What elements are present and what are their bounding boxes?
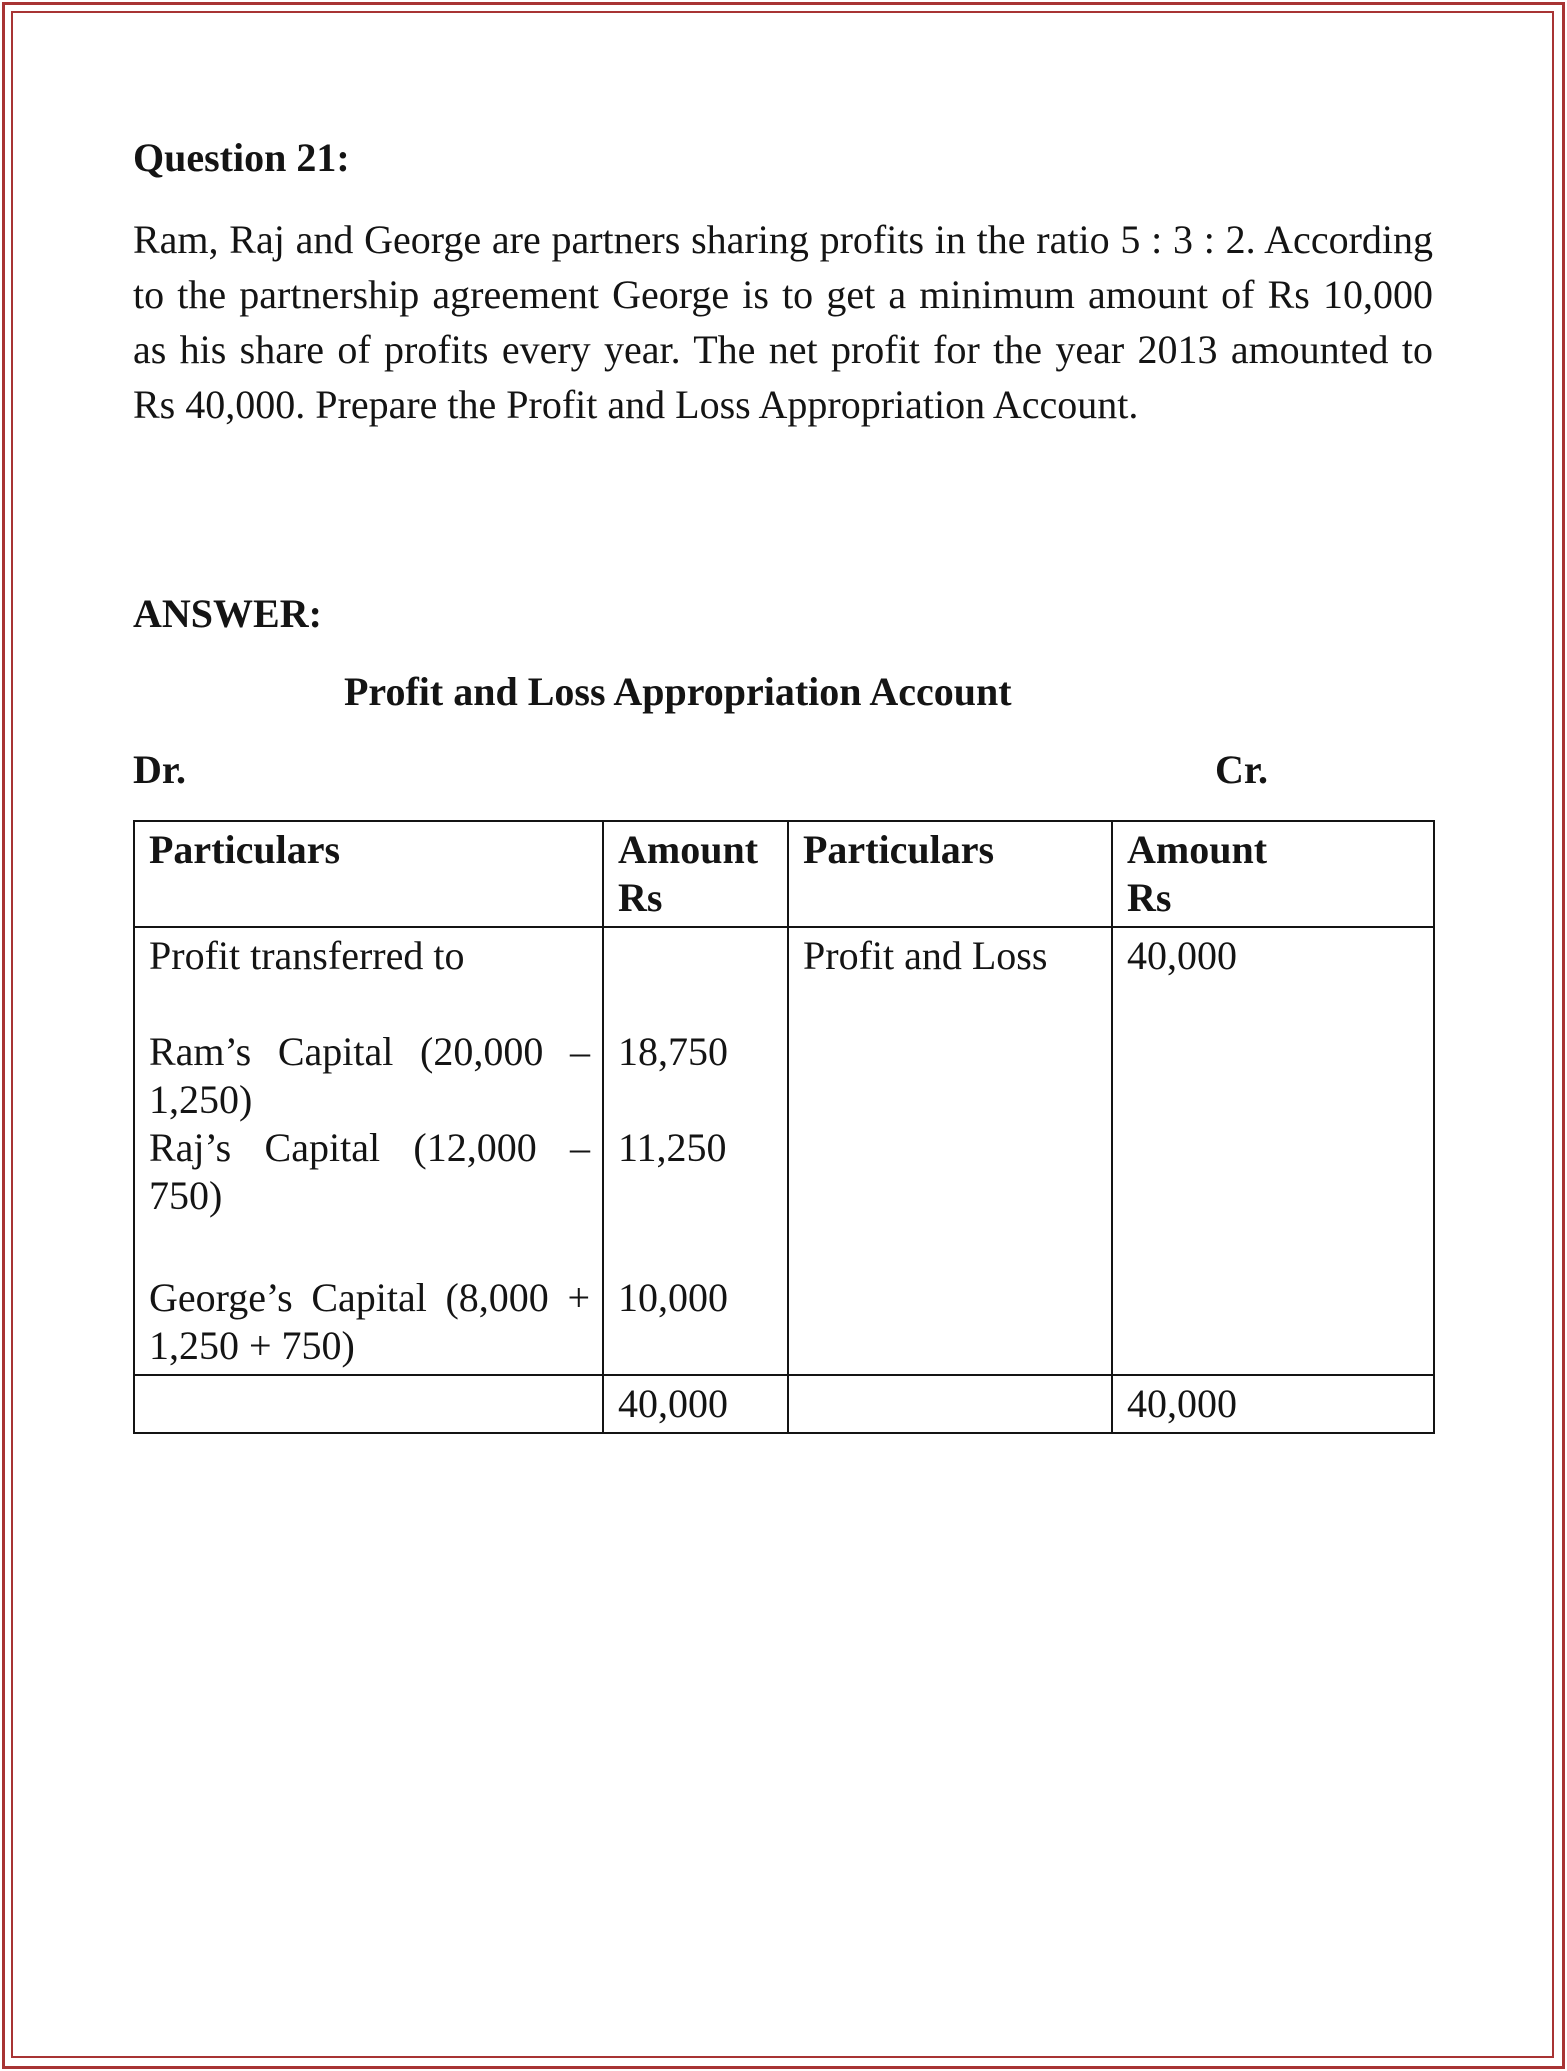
table-header-row <box>134 821 1434 927</box>
answer-heading: ANSWER: <box>133 591 322 636</box>
debit-total: 40,000 <box>618 1381 728 1426</box>
header-amount-dr <box>603 821 788 927</box>
debit-intro: Profit transferred to <box>149 933 465 978</box>
header-particulars-dr <box>134 821 603 927</box>
header-amount-dr-unit: Rs <box>618 875 663 920</box>
header-particulars-dr-label: Particulars <box>149 827 341 872</box>
question-heading: Question 21: <box>133 135 350 180</box>
spacer <box>149 980 590 1028</box>
header-amount-cr <box>1112 821 1434 927</box>
spacer <box>149 1220 590 1274</box>
spacer <box>618 1076 775 1124</box>
george-capital-entry: George’s Capital (8,000 + 1,250 + 750) <box>149 1275 590 1368</box>
credit-total-label-cell <box>788 1375 1112 1433</box>
table-total-row <box>134 1375 1434 1433</box>
raj-capital-entry: Raj’s Capital (12,000 – 750) <box>149 1125 590 1218</box>
spacer <box>618 1220 775 1274</box>
debit-total-cell <box>603 1375 788 1433</box>
ram-capital-entry: Ram’s Capital (20,000 – 1,250) <box>149 1029 590 1122</box>
raj-capital-amount: 11,250 <box>618 1125 727 1170</box>
table-row <box>134 927 1434 1375</box>
credit-total-cell <box>1112 1375 1434 1433</box>
credit-label: Cr. <box>1215 747 1268 792</box>
credit-total: 40,000 <box>1127 1381 1237 1426</box>
credit-item-amount: 40,000 <box>1127 933 1237 978</box>
spacer <box>618 980 775 1028</box>
credit-item: Profit and Loss <box>803 933 1048 978</box>
credit-particulars-cell <box>788 927 1112 1375</box>
debit-amount-cell <box>603 927 788 1375</box>
header-particulars-cr <box>788 821 1112 927</box>
header-particulars-cr-label: Particulars <box>803 827 995 872</box>
appropriation-account-table <box>133 820 1435 1434</box>
debit-total-label-cell <box>134 1375 603 1433</box>
spacer <box>618 932 775 980</box>
credit-amount-cell <box>1112 927 1434 1375</box>
question-body: Ram, Raj and George are partners sharing profits in the ratio 5 : 3 : 2. According to the partnership agreement George is to get a minimum amount of Rs 10,000 as his share of profits every year. The net profit for the year 2013 amounted to Rs 40,000. Prepare the Profit and Loss Appropriation Account. <box>133 217 1433 427</box>
header-amount-cr-unit: Rs <box>1127 875 1172 920</box>
header-amount-dr-label: Amount <box>618 827 759 872</box>
ram-capital-amount: 18,750 <box>618 1029 728 1074</box>
spacer <box>618 1172 775 1220</box>
account-title: Profit and Loss Appropriation Account <box>344 669 1012 714</box>
george-capital-amount: 10,000 <box>618 1275 728 1320</box>
header-amount-cr-label: Amount <box>1127 827 1268 872</box>
debit-particulars-cell <box>134 927 603 1375</box>
debit-label: Dr. <box>133 747 186 792</box>
